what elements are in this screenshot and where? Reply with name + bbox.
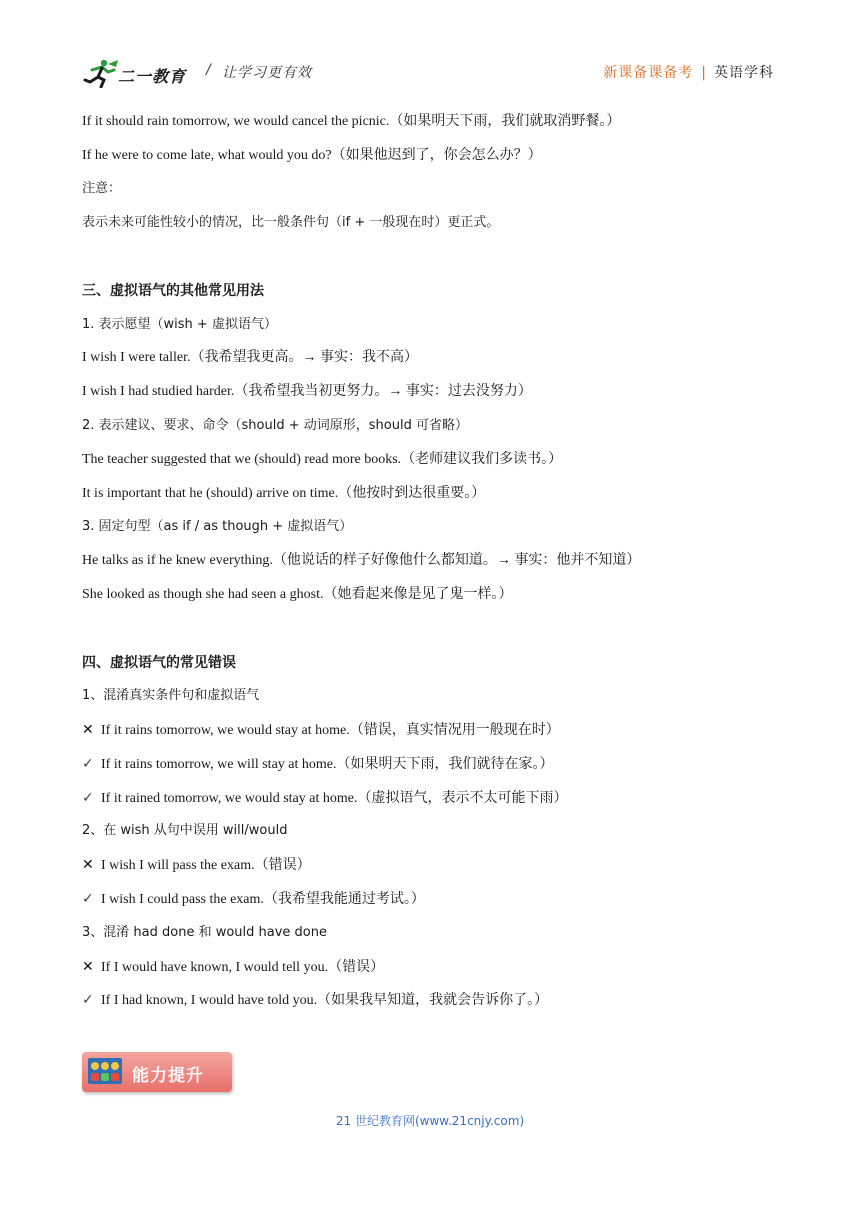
- page-footer: 21 世纪教育网(www.21cnjy.com): [335, 1114, 525, 1128]
- subject-tag: 英语学科: [714, 65, 774, 81]
- check-icon: ✓: [82, 992, 94, 1008]
- example-sentence: If he were to come late, what would you do?（如果他迟到了，你会怎么办？）: [82, 148, 542, 163]
- correct-example: [82, 990, 548, 1010]
- example-sentence: If it should rain tomorrow, we would cancel the picnic.（如果明天下雨，我们就取消野餐。）: [82, 114, 621, 129]
- subsection-title: 1、混淆真实条件句和虚拟语气: [82, 688, 260, 703]
- cross-icon: ✕: [82, 857, 94, 873]
- wrong-example: [82, 720, 560, 740]
- course-tag: 新课备课备考: [603, 65, 694, 81]
- correct-example: [82, 889, 425, 909]
- subsection-title: 3. 固定句型（as if / as though + 虚拟语气）: [82, 519, 353, 534]
- slogan: 让学习更有效: [222, 65, 312, 81]
- example-text: If it rains tomorrow, we will stay at home.（如果明天下雨，我们就待在家。）: [101, 757, 554, 772]
- ability-improvement-badge: [82, 1052, 232, 1092]
- example-sentence: She looked as though she had seen a ghost.（她看起来像是见了鬼一样。）: [82, 587, 513, 602]
- example-text: I wish I could pass the exam.（我希望我能通过考试。）: [101, 892, 425, 907]
- wrong-example: [82, 957, 384, 977]
- example-text: If it rained tomorrow, we would stay at home.（虚拟语气，表示不太可能下雨）: [101, 791, 568, 806]
- check-icon: ✓: [82, 790, 94, 806]
- example-text: If I had known, I would have told you.（如果我早知道，我就会告诉你了。）: [101, 993, 549, 1008]
- subsection-title: 2. 表示建议、要求、命令（should + 动词原形，should 可省略）: [82, 418, 468, 433]
- subsection-title: 2、在 wish 从句中误用 will/would: [82, 823, 288, 838]
- example-sentence: I wish I had studied harder.（我希望我当初更努力。→ 事实：过去没努力）: [82, 384, 532, 399]
- example-text: I wish I will pass the exam.（错误）: [101, 858, 311, 873]
- running-man-logo-icon: [82, 58, 122, 88]
- section-heading: 三、虚拟语气的其他常见用法: [82, 283, 264, 299]
- subsection-title: 1. 表示愿望（wish + 虚拟语气）: [82, 317, 277, 332]
- note-text: 表示未来可能性较小的情况，比一般条件句（if + 一般现在时）更正式。: [82, 215, 500, 230]
- check-icon: ✓: [82, 756, 94, 772]
- cross-icon: ✕: [82, 959, 94, 975]
- slogan-slash: /: [206, 62, 211, 78]
- wrong-example: [82, 855, 311, 875]
- note-label: 注意：: [82, 181, 122, 196]
- badge-label: 能力提升: [132, 1066, 204, 1086]
- example-sentence: He talks as if he knew everything.（他说话的样子好像他什么都知道。→ 事实：他并不知道）: [82, 553, 641, 568]
- section-heading: 四、虚拟语气的常见错误: [82, 655, 236, 671]
- page-header: [82, 56, 774, 92]
- logo-text: 二一教育: [118, 67, 187, 86]
- cross-icon: ✕: [82, 722, 94, 738]
- correct-example: [82, 788, 567, 808]
- example-sentence: I wish I were taller.（我希望我更高。→ 事实：我不高）: [82, 350, 418, 365]
- example-sentence: The teacher suggested that we (should) read more books.（老师建议我们多读书。）: [82, 452, 563, 467]
- people-icon: [88, 1058, 122, 1084]
- subsection-title: 3、混淆 had done 和 would have done: [82, 925, 327, 940]
- example-text: If it rains tomorrow, we would stay at home.（错误，真实情况用一般现在时）: [101, 723, 560, 738]
- tag-separator: |: [701, 65, 706, 81]
- example-sentence: It is important that he (should) arrive on time.（他按时到达很重要。）: [82, 486, 486, 501]
- logo: [82, 58, 192, 88]
- check-icon: ✓: [82, 891, 94, 907]
- header-tags: [603, 62, 774, 82]
- example-text: If I would have known, I would tell you.（错误）: [101, 960, 385, 975]
- correct-example: [82, 754, 553, 774]
